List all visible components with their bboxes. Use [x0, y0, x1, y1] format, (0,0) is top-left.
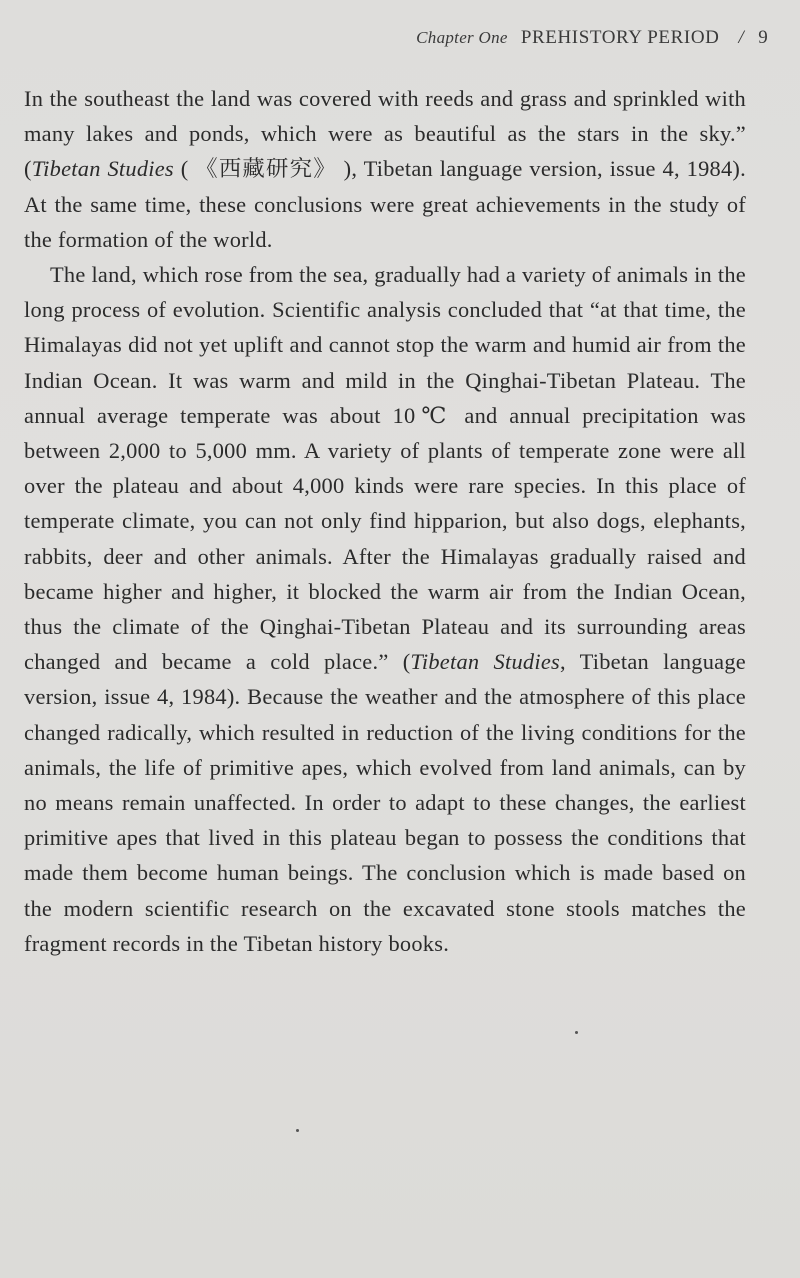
- paragraph-1: [24, 81, 746, 257]
- header-separator: /: [738, 27, 745, 48]
- page-number: 9: [758, 27, 768, 48]
- paragraph-1-text-a: In the southeast the land was covered with reeds and grass and sprinkled with many lakes and ponds, which were as beautiful as the stars in the sky.” (: [24, 86, 746, 182]
- citation-title: Tibetan Studies: [410, 649, 560, 675]
- paragraph-1-text-c: ( 《西藏研究》 ), Tibetan language version, issue 4, 1984). At the same time, these conclusions were great achievements in the study of the formation of the world.: [24, 156, 746, 252]
- paper-speck: [575, 1031, 578, 1034]
- paragraph-2-text-c: , Tibetan language version, issue 4, 1984). Because the weather and the atmosphere of this place changed radically, which resulted in reduction of the living conditions for the animals, the life of primitive apes, which evolved from land animals, can by no means remain unaffected. In order to adapt to these changes, the earliest primitive apes that lived in this plateau began to possess the conditions that made them become human beings. The conclusion which is made based on the modern scientific research on the excavated stone stools matches the fragment records in the Tibetan history books.: [24, 649, 746, 956]
- paragraph-2-text-a: The land, which rose from the sea, gradually had a variety of animals in the long process of evolution. Scientific analysis concluded that “at that time, the Himalayas did not yet uplift and cannot stop the warm and humid air from the Indian Ocean. It was warm and mild in the Qinghai-Tibetan Plateau. The annual average temperate was about 10℃ and annual precipitation was between 2,000 to 5,000 mm. A variety of plants of temperate zone were all over the plateau and about 4,000 kinds were rare species. In this place of temperate climate, you can not only find hipparion, but also dogs, elephants, rabbits, deer and other animals. After the Himalayas gradually raised and became higher and higher, it blocked the warm air from the Indian Ocean, thus the climate of the Qinghai-Tibetan Plateau and its surrounding areas changed and became a cold place.” (: [24, 262, 746, 675]
- paper-speck: [296, 1129, 299, 1132]
- citation-title: Tibetan Studies: [31, 156, 174, 182]
- chapter-label: Chapter One: [416, 28, 508, 47]
- section-title: PREHISTORY PERIOD: [520, 27, 720, 48]
- paragraph-2: [24, 257, 746, 961]
- running-head: [416, 27, 768, 49]
- body-text: [24, 81, 746, 961]
